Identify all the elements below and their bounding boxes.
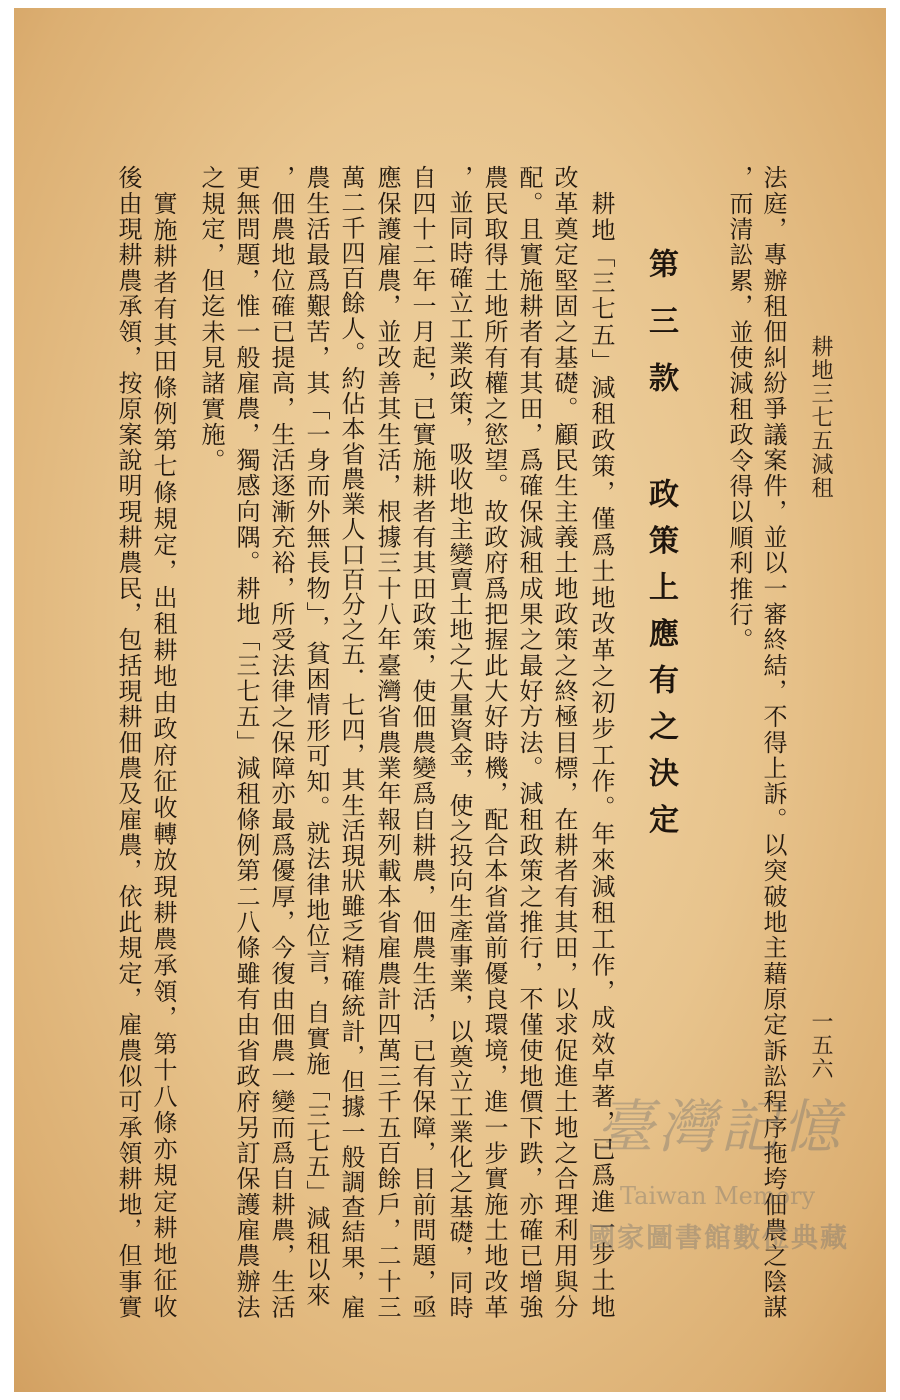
text-column: ，而清訟累，並使減租政令得以順利推行。 <box>725 165 753 654</box>
text-column: 後由現耕農承領，按原案說明現耕農民，包括現耕佃農及雇農，依此規定，雇農似可承領耕地，但事實 <box>114 165 142 1320</box>
text-column: 法庭，專辦租佃糾紛爭議案件，並以一審終結，不得上訴。以突破地主藉原定訴訟程序拖垮佃農之陰謀 <box>759 165 787 1320</box>
text-column: ，並同時確立工業政策，吸收地主變賣土地之大量資金，使之投向生產事業，以奠立工業化之基礎，同時 <box>445 165 473 1320</box>
text-column: 應保護雇農，並改善其生活，根據三十八年臺灣省農業年報列載本省雇農計四萬三千五百餘戶，二十三 <box>373 165 401 1320</box>
text-column: 萬二千四百餘人。約佔本省農業人口百分之五．七四，其生活現狀雖乏精確統計，但據一般調查結果，雇 <box>337 165 365 1320</box>
section-heading-title: 政策上應有之決定 <box>643 478 678 850</box>
page-number: 一五六 <box>808 1010 833 1081</box>
text-column: 農民取得土地所有權之慾望。故政府爲把握此大好時機，配合本省當前優良環境，進一步實施土地改革 <box>480 165 508 1320</box>
section-heading-number: 第三款 <box>643 248 678 419</box>
watermark-logo-subtitle: Taiwan Memory <box>620 1182 816 1210</box>
text-column: 自四十二年一月起，已實施耕者有其田政策，使佃農變爲自耕農，佃農生活，已有保障，目前問題，亟 <box>408 165 436 1320</box>
text-column: 耕地「三七五」減租政策，僅爲土地改革之初步工作。年來減租工作，成效卓著，已爲進一步土地 <box>587 191 615 1320</box>
text-column: 農生活最爲艱苦，其「一身而外無長物」，貧困情形可知。就法律地位言，自實施「三七五」減租以來 <box>302 165 330 1308</box>
running-head-title: 耕地三七五減租 <box>808 335 833 500</box>
text-column: 之規定，但迄未見諸實施。 <box>197 165 225 474</box>
watermark-logo-title: 臺灣記憶 <box>596 1093 845 1161</box>
book-page <box>14 8 886 1392</box>
text-column: 實施耕者有其田條例第七條規定，出租耕地由政府征收轉放現耕農承領，第十八條亦規定耕地征收 <box>149 191 177 1320</box>
text-column: 更無問題，惟一般雇農，獨感向隅。耕地「三七五」減租條例第二八條雖有由省政府另訂保護雇農辦法 <box>232 165 260 1320</box>
text-column: ，佃農地位確已提高，生活逐漸充裕，所受法律之保障亦最爲優厚，今復由佃農一變而爲自耕農，生活 <box>267 165 295 1320</box>
watermark-logo-org: 國家圖書館數位典藏 <box>588 1223 849 1254</box>
text-column: 改革奠定堅固之基礎。顧民生主義土地政策之終極目標，在耕者有其田，以求促進土地之合理利用與分 <box>550 165 578 1320</box>
text-column: 配。且實施耕者有其田，爲確保減租成果之最好方法。減租政策之推行，不僅使地價下跌，亦確已增強 <box>515 165 543 1320</box>
